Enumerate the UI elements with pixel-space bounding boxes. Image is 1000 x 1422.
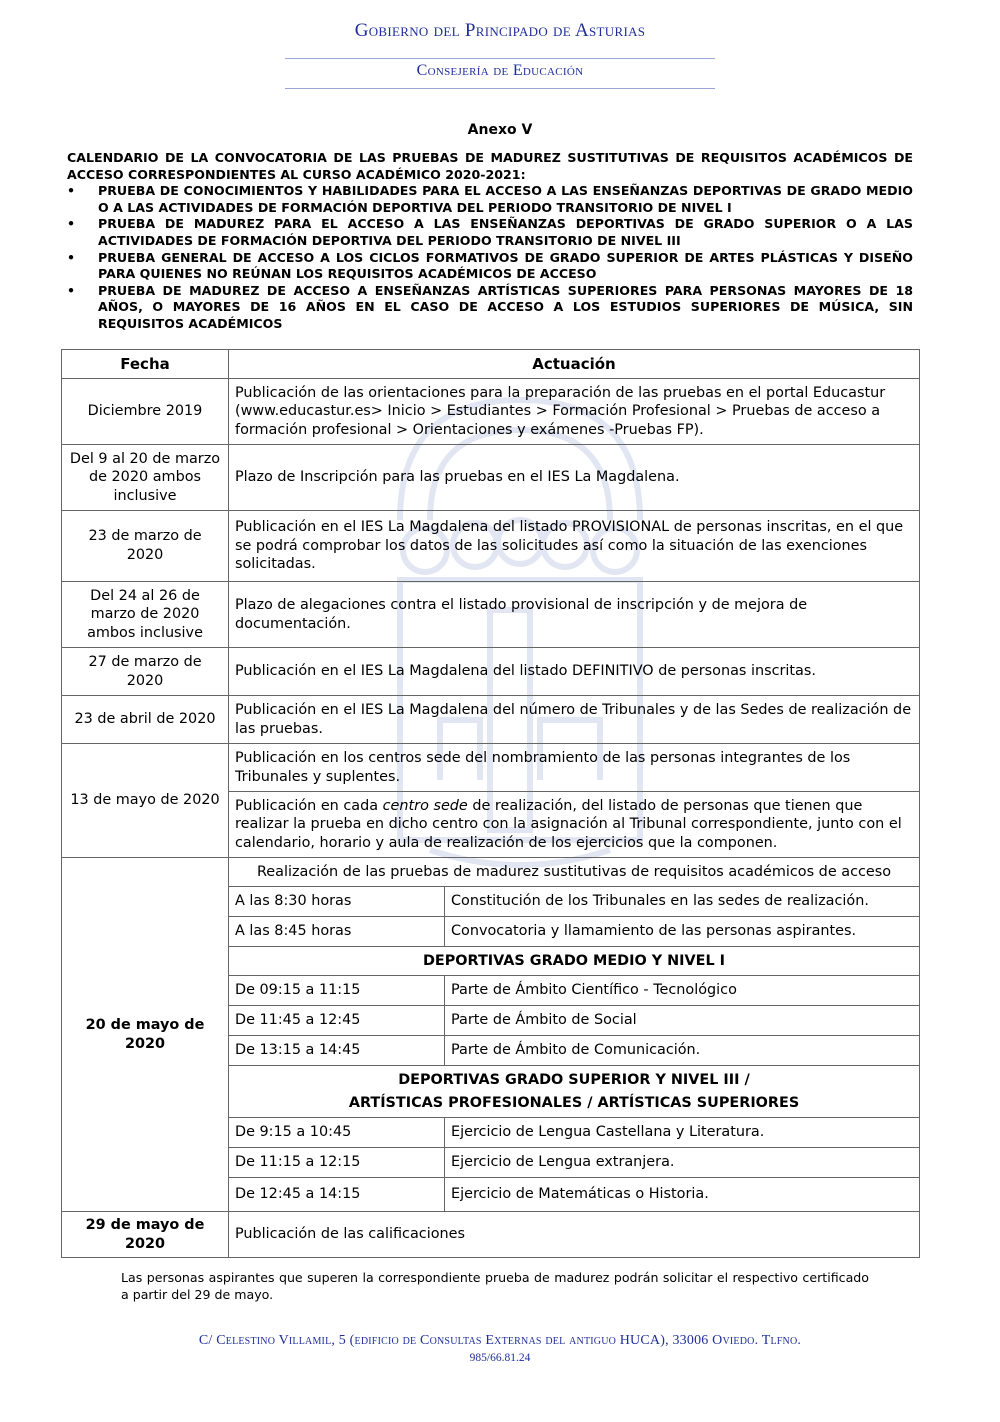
table-row [62,511,920,582]
list-item: • PRUEBA DE MADUREZ DE ACCESO A ENSEÑANZAS ARTÍSTICAS SUPERIORES PARA PERSONAS MAYORES DE 18 AÑOS, O MAYORES DE 16 AÑOS EN EL CASO DE ACCESO A LOS ESTUDIOS SUPERIORES DE MÚSICA, SIN REQUISITOS ACADÉMICOS [67,282,913,331]
schedule-activity: Ejercicio de Lengua extranjera. [445,1148,920,1178]
row-action: Publicación en el IES La Magdalena del listado DEFINITIVO de personas inscritas. [229,648,920,696]
row-action: Publicación en cada centro sede de realización, del listado de personas que tienen que realizar la prueba en dicho centro con la asignación al Tribunal correspondiente, junto con el calendario, horario y aula de realización de los ejercicios que la componen. [229,792,920,858]
footer-address-block [0,1333,1000,1364]
annex-title: Anexo V [467,122,533,138]
table-row [62,858,920,887]
table-row [62,1212,920,1258]
schedule-time: A las 8:45 horas [229,917,445,947]
organization-name: Gobierno del Principado de Asturias [354,20,646,41]
schedule-time: A las 8:30 horas [229,887,445,917]
row-date: 29 de mayo de 2020 [62,1212,229,1258]
row-date: 13 de mayo de 2020 [62,744,229,858]
row-date: 23 de marzo de 2020 [62,511,229,582]
schedule-time: De 09:15 a 11:15 [229,976,445,1006]
schedule-activity: Ejercicio de Matemáticas o Historia. [445,1178,920,1212]
department-name: Consejería de Educación [416,62,584,79]
row-date: Diciembre 2019 [62,379,229,445]
table-header-row [62,350,920,379]
column-header-actuacion: Actuación [229,350,920,379]
row-action: Publicación de las orientaciones para la preparación de las pruebas en el portal Educastur (www.educastur.es> Inicio > Estudiantes > Formación Profesional > Pruebas de acceso a formación profesional > Orientaciones y exámenes -Pruebas FP). [229,379,920,445]
row-date: Del 24 al 26 de marzo de 2020 ambos inclusive [62,582,229,648]
table-row [62,696,920,744]
row-date: 20 de mayo de 2020 [62,858,229,1212]
bullet-icon: • [67,249,76,265]
schedule-time: De 11:15 a 12:15 [229,1148,445,1178]
table-row [62,582,920,648]
table-row [62,445,920,511]
table-row [62,744,920,792]
schedule-time: De 11:45 a 12:45 [229,1006,445,1036]
row-action: Plazo de alegaciones contra el listado provisional de inscripción y de mejora de documentación. [229,582,920,648]
intro-block [67,150,913,333]
row-date: 27 de marzo de 2020 [62,648,229,696]
section-title-grado-superior: DEPORTIVAS GRADO SUPERIOR Y NIVEL III / ARTÍSTICAS PROFESIONALES / ARTÍSTICAS SUPERIORES [229,1066,920,1118]
schedule-time: De 9:15 a 10:45 [229,1118,445,1148]
bullet-icon: • [67,216,76,232]
schedule-activity: Ejercicio de Lengua Castellana y Literatura. [445,1118,920,1148]
row-action: Plazo de Inscripción para las pruebas en el IES La Magdalena. [229,445,920,511]
row-action: Publicación en el IES La Magdalena del número de Tribunales y de las Sedes de realización de las pruebas. [229,696,920,744]
row-action: Publicación en los centros sede del nombramiento de las personas integrantes de los Tribunales y suplentes. [229,744,920,792]
header-divider-top [285,58,715,59]
schedule-time: De 13:15 a 14:45 [229,1036,445,1066]
schedule-activity: Parte de Ámbito Científico - Tecnológico [445,976,920,1006]
list-item: • PRUEBA GENERAL DE ACCESO A LOS CICLOS FORMATIVOS DE GRADO SUPERIOR DE ARTES PLÁSTICAS Y DISEÑO PARA QUIENES NO REÚNAN LOS REQUISITOS ACADÉMICOS DE ACCESO [67,249,913,282]
table-row [62,648,920,696]
schedule-activity: Constitución de los Tribunales en las sedes de realización. [445,887,920,917]
header-divider-bottom [285,88,715,89]
bullet-icon: • [67,282,76,298]
schedule-activity: Convocatoria y llamamiento de las personas aspirantes. [445,917,920,947]
test-type-list [67,183,913,332]
row-date: Del 9 al 20 de marzo de 2020 ambos inclusive [62,445,229,511]
exam-day-intro: Realización de las pruebas de madurez sustitutivas de requisitos académicos de acceso [229,858,920,887]
footer-address: C/ Celestino Villamil, 5 (edificio de Consultas Externas del antiguo HUCA), 33006 Oviedo. Tlfno. [198,1333,802,1348]
row-date: 23 de abril de 2020 [62,696,229,744]
footer-phone: 985/66.81.24 [469,1352,531,1364]
schedule-activity: Parte de Ámbito de Social [445,1006,920,1036]
list-item: • PRUEBA DE CONOCIMIENTOS Y HABILIDADES PARA EL ACCESO A LAS ENSEÑANZAS DEPORTIVAS DE GRADO MEDIO O A LAS ACTIVIDADES DE FORMACIÓN DEPORTIVA DEL PERIODO TRANSITORIO DE NIVEL I [67,183,913,215]
intro-heading: CALENDARIO DE LA CONVOCATORIA DE LAS PRUEBAS DE MADUREZ SUSTITUTIVAS DE REQUISITOS ACADÉMICOS DE ACCESO CORRESPONDIENTES AL CURSO ACADÉMICO 2020-2021: [67,150,913,182]
row-action: Publicación en el IES La Magdalena del listado PROVISIONAL de personas inscritas, en el que se podrá comprobar los datos de las solicitudes así como la situación de las exenciones solicitadas. [229,511,920,582]
schedule-time: De 12:45 a 14:15 [229,1178,445,1212]
table-row [62,379,920,445]
column-header-fecha: Fecha [62,350,229,379]
certificate-note: Las personas aspirantes que superen la correspondiente prueba de madurez podrán solicitar el respectivo certificado a partir del 29 de mayo. [121,1270,869,1302]
schedule-activity: Parte de Ámbito de Comunicación. [445,1036,920,1066]
bullet-icon: • [67,183,76,199]
section-title-grado-medio: DEPORTIVAS GRADO MEDIO Y NIVEL I [229,947,920,976]
list-item: • PRUEBA DE MADUREZ PARA EL ACCESO A LAS ENSEÑANZAS DEPORTIVAS DE GRADO SUPERIOR O A LAS ACTIVIDADES DE FORMACIÓN DEPORTIVA DEL PERIODO TRANSITORIO DE NIVEL III [67,216,913,248]
row-action: Publicación de las calificaciones [229,1212,920,1258]
calendar-table [61,349,920,1258]
